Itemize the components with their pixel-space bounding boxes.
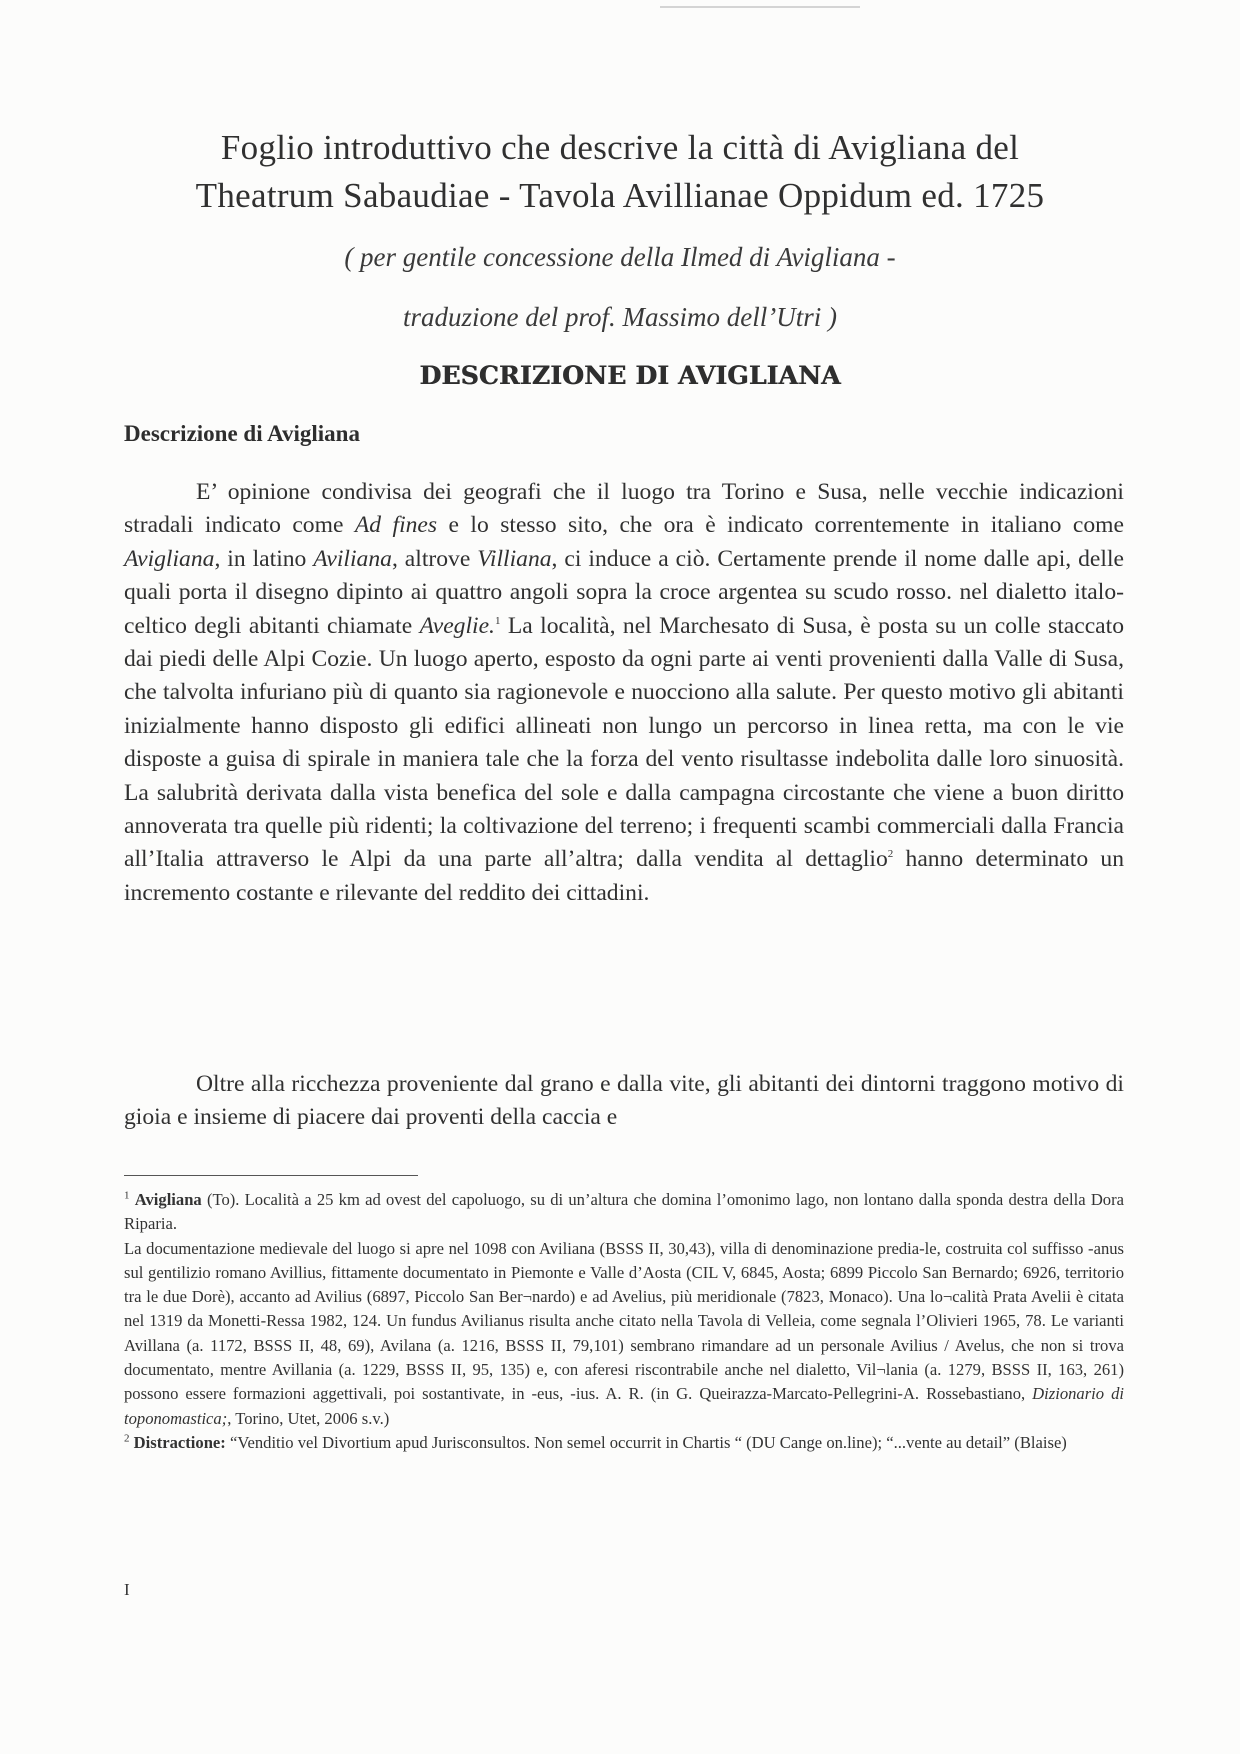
p1-italic-aviliana: Aviliana (313, 545, 392, 572)
paragraph-2: Oltre alla ricchezza proveniente dal grano e dalla vite, gli abitanti dei dintorni traggono motivo di gioia e insieme di piacere dai proventi della caccia e (124, 1071, 1124, 1131)
footnote-1-term: Avigliana (134, 1190, 202, 1209)
p1-italic-avigliana: Avigliana (124, 545, 215, 572)
footnote-ref-1: 1 (494, 614, 501, 627)
p1-text-6: La località, nel Marchesato di Susa, è posta su un colle staccato dai piedi delle Alpi Cozie. Un luogo aperto, esposto da ogni parte ai venti provenienti dalla Valle di Susa, che talvolta infuriano più di quanto sia ragionevole e nuocciono alla salute. Per questo motivo gli abitanti inizialmente hanno disposto gli edifici allineati non lungo un percorso in linea retta, ma con le vie disposte a guisa di spirale in maniera tale che la forza del vento risultasse indebolita dalle loro sinuosità. La salubrità derivata dalla vista benefica del sole e dalla campagna circostante che viene a buon diritto annoverata tra quelle più ridenti; la coltivazione del terreno; i frequenti scambi commerciali dalla Francia all’Italia attraverso le Alpi da una parte all’altra; dalla vendita al dettaglio (124, 612, 1124, 873)
section-title: Descrizione di Avigliana (124, 421, 360, 446)
document-title (130, 124, 1110, 220)
footnote-1-italic-title: Dizionario di toponomastica; (124, 1384, 1124, 1428)
footnote-1 (124, 1188, 1124, 1237)
caps-heading: DESCRIZIONE DI AVIGLIANA (419, 361, 841, 390)
footnote-1-cont-b: , Torino, Utet, 2006 s.v.) (227, 1408, 390, 1428)
scan-artifact (660, 6, 860, 8)
p1-text-5: , ci induce a ciò. Certamente prende il nome dalle api, delle quali porta il disegno dipinto ai quattro angoli sopra la croce argentea su scudo rosso. nel dialetto italo-celtico degli abitanti chiamate (124, 545, 1124, 639)
footnote-separator (124, 1175, 418, 1176)
footnote-2-number: 2 (124, 1432, 130, 1445)
footnote-1-continued (124, 1237, 1124, 1431)
p1-text-2: e lo stesso sito, che ora è indicato correntemente in italiano come (437, 512, 1125, 539)
footnote-1-text: (To). Località a 25 km ad ovest del capoluogo, su di un’altura che domina l’omonimo lago, non lontano dalla sponda destra della Dora Riparia. (124, 1190, 1124, 1234)
paragraph-1 (124, 476, 1124, 910)
p1-italic-ad-fines: Ad fines (354, 512, 438, 539)
p1-text-4: , altrove (391, 545, 478, 572)
page-number: I (124, 1580, 130, 1599)
footnote-1-cont-a: La documentazione medievale del luogo si apre nel 1098 con Aviliana (BSSS II, 30,43), villa di denominazione predia-le, costruita col suffisso -anus sul gentilizio romano Avillius, fittamente documentato in Piemonte e Valle d’Aosta (CIL V, 6845, Aosta; 6899 Piccolo San Bernardo; 6926, territorio tra le due Dorè), accanto ad Avilius (6897, Piccolo San Ber¬nardo) e ad Avelius, più meridionale (7823, Monaco). Una lo¬calità Prata Avelii è citata nel 1319 da Monetti-Ressa 1982, 124. Un fundus Avilianus risulta anche citato nella Tavola di Velleia, come segnala l’Olivieri 1965, 78. Le varianti Avillana (a. 1172, BSSS II, 48, 69), Avilana (a. 1216, BSSS II, 79,101) sembrano rimandare ad un personale Avilius / Avelus, che non si trova documentato, mentre Avillania (a. 1229, BSSS II, 95, 135) e, con aferesi riscontrabile anche nel dialetto, Vil¬lania (a. 1279, BSSS II, 163, 261) possono essere formazioni aggettivali, poi sostantivate, in -eus, -ius. A. R. (in G. Queirazza-Marcato-Pellegrini-A. Rossebastiano, (124, 1238, 1124, 1404)
title-line-2: Theatrum Sabaudiae - Tavola Avillianae Oppidum ed. 1725 (195, 176, 1045, 215)
footnotes (124, 1188, 1124, 1455)
footnote-2-text: “Venditio vel Divortium apud Jurisconsultos. Non semel occurrit in Chartis “ (DU Cange on.line); “...vente au detail” (Blaise) (225, 1432, 1067, 1452)
p1-text-3: , in latino (214, 545, 314, 572)
title-line-1: Foglio introduttivo che descrive la città di Avigliana del (220, 128, 1020, 167)
footnote-ref-2: 2 (887, 848, 894, 861)
p1-italic-aveglie: Aveglie. (419, 612, 495, 639)
footnote-1-number: 1 (124, 1189, 130, 1202)
subtitle-line-1: ( per gentile concessione della Ilmed di Avigliana - (344, 242, 896, 272)
footnote-2-term: Distractione: (133, 1432, 226, 1452)
footnote-2 (124, 1431, 1124, 1455)
p1-text-1: E’ opinione condivisa dei geografi che il luogo tra Torino e Susa, nelle vecchie indicazioni stradali indicato come (124, 479, 1124, 539)
p1-text-7: hanno determinato un incremento costante e rilevante del reddito dei cittadini. (124, 846, 1124, 906)
subtitle-line-2: traduzione del prof. Massimo dell’Utri ) (403, 302, 837, 332)
p1-italic-villiana: Villiana (477, 545, 552, 572)
